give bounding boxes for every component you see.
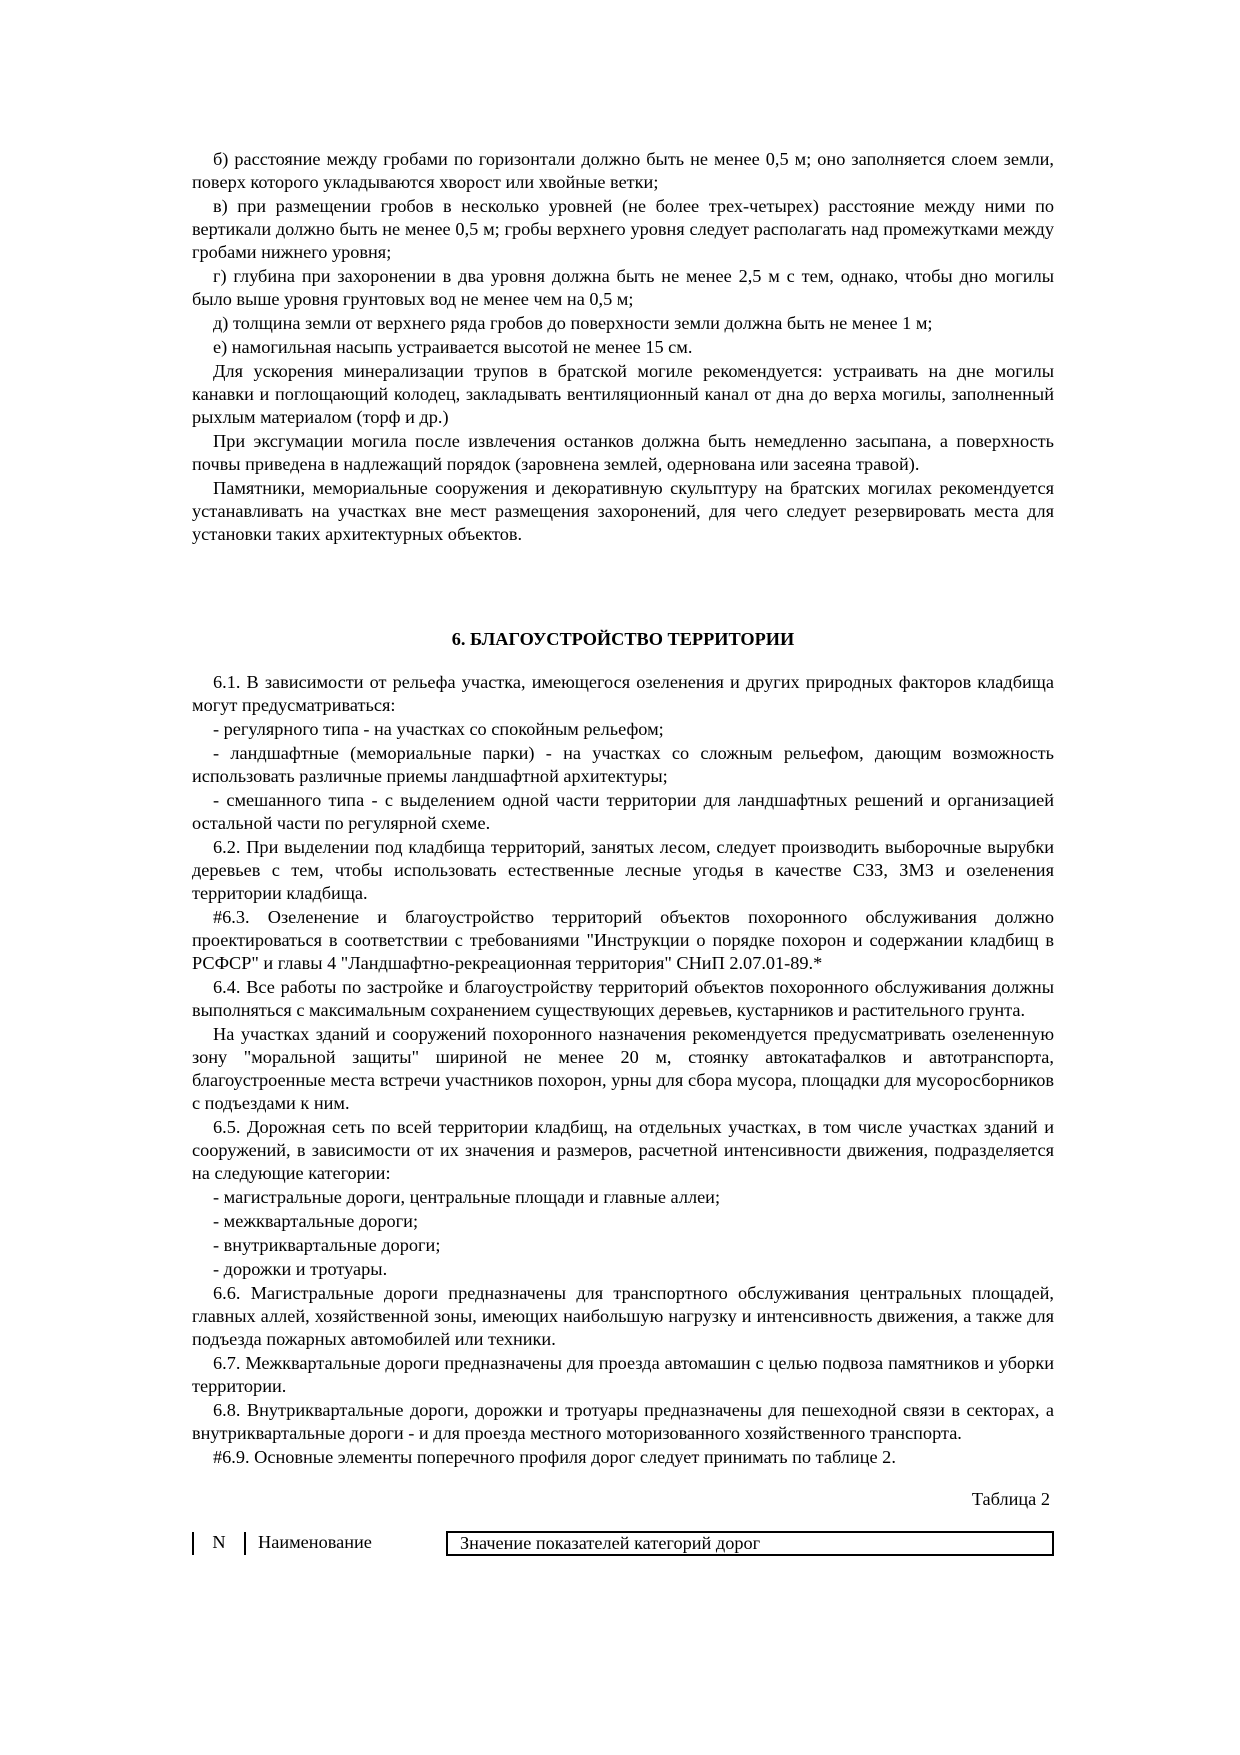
paragraph: 6.2. При выделении под кладбища территорий, занятых лесом, следует производить выборочные вырубки деревьев с тем, чтобы использовать естественные лесные угодья в качестве СЗЗ, ЗМЗ и озеленения территории кладбища. (192, 837, 1054, 903)
paragraph: #6.9. Основные элементы поперечного профиля дорог следует принимать по таблице 2. (213, 1447, 896, 1467)
list-item: - дорожки и тротуары. (213, 1259, 388, 1279)
paragraph: 6.5. Дорожная сеть по всей территории кладбищ, на отдельных участках, в том числе участках зданий и сооружений, в зависимости от их значения и размеров, расчетной интенсивности движения, подразделяется на следующие категории: (192, 1117, 1054, 1183)
paragraph: г) глубина при захоронении в два уровня должна быть не менее 2,5 м с тем, однако, чтобы дно могилы было выше уровня грунтовых вод не менее чем на 0,5 м; (192, 266, 1054, 309)
paragraph: #6.3. Озеленение и благоустройство территорий объектов похоронного обслуживания должно проектироваться в соответствии с требованиями "Инструкции о порядке похорон и содержании кладбищ в РСФСР" и главы 4 "Ландшафтно-рекреационная территория" СНиП 2.07.01-89.* (192, 907, 1054, 973)
road-profile-table (192, 1531, 1054, 1556)
section-title: 6. БЛАГОУСТРОЙСТВО ТЕРРИТОРИИ (451, 629, 795, 649)
paragraph: б) расстояние между гробами по горизонтали должно быть не менее 0,5 м; оно заполняется слоем земли, поверх которого укладываются хворост или хвойные ветки; (192, 149, 1054, 192)
table-header-n: N (193, 1532, 245, 1555)
paragraph: На участках зданий и сооружений похоронного назначения рекомендуется предусматривать озелененную зону "моральной защиты" шириной не менее 20 м, стоянку автокатафалков и автотранспорта, благоустроенные места встречи участников похорон, урны для сбора мусора, площадки для мусоросборников с подъездами к ним. (192, 1024, 1054, 1113)
paragraph: д) толщина земли от верхнего ряда гробов до поверхности земли должна быть не менее 1 м; (213, 313, 933, 333)
list-item: - регулярного типа - на участках со спокойным рельефом; (213, 719, 664, 739)
paragraph: е) намогильная насыпь устраивается высотой не менее 15 см. (213, 337, 693, 357)
paragraph: 6.6. Магистральные дороги предназначены для транспортного обслуживания центральных площадей, главных аллей, хозяйственной зоны, имеющих наибольшую нагрузку и интенсивность движения, а также для подъезда пожарных автомобилей или техники. (192, 1283, 1054, 1349)
table-header-name: Наименование (245, 1532, 447, 1555)
document-page (192, 148, 1054, 1556)
list-item: - смешанного типа - с выделением одной части территории для ландшафтных решений и организацией остальной части по регулярной схеме. (192, 790, 1054, 833)
paragraph: При эксгумации могила после извлечения останков должна быть немедленно засыпана, а поверхность почвы приведена в надлежащий порядок (заровнена землей, одернована или засеяна травой). (192, 431, 1054, 474)
list-item: - ландшафтные (мемориальные парки) - на участках со сложным рельефом, дающим возможность использовать различные приемы ландшафтной архитектуры; (192, 743, 1054, 786)
top-paragraphs (192, 148, 1054, 546)
list-item: - магистральные дороги, центральные площади и главные аллеи; (213, 1187, 721, 1207)
list-item: - межквартальные дороги; (213, 1211, 419, 1231)
paragraph: Для ускорения минерализации трупов в братской могиле рекомендуется: устраивать на дне могилы канавки и поглощающий колодец, закладывать вентиляционный канал от дна до верха могилы, заполненный рыхлым материалом (торф и др.) (192, 361, 1054, 427)
table-header-value: Значение показателей категорий дорог (447, 1532, 1053, 1555)
table-header-row (193, 1532, 1053, 1555)
paragraph: Памятники, мемориальные сооружения и декоративную скульптуру на братских могилах рекомендуется устанавливать на участках вне мест размещения захоронений, для чего следует резервировать места для установки таких архитектурных объектов. (192, 478, 1054, 544)
section-paragraphs (192, 671, 1054, 1469)
table-caption: Таблица 2 (971, 1489, 1050, 1509)
paragraph: 6.1. В зависимости от рельефа участка, имеющегося озеленения и других природных факторов кладбища могут предусматриваться: (192, 672, 1054, 715)
paragraph: 6.4. Все работы по застройке и благоустройству территорий объектов похоронного обслуживания должны выполняться с максимальным сохранением существующих деревьев, кустарников и растительного грунта. (192, 977, 1054, 1020)
paragraph: 6.8. Внутриквартальные дороги, дорожки и тротуары предназначены для пешеходной связи в секторах, а внутриквартальные дороги - и для проезда местного моторизованного хозяйственного транспорта. (192, 1400, 1054, 1443)
list-item: - внутриквартальные дороги; (213, 1235, 441, 1255)
paragraph: 6.7. Межквартальные дороги предназначены для проезда автомашин с целью подвоза памятников и уборки территории. (192, 1353, 1054, 1396)
paragraph: в) при размещении гробов в несколько уровней (не более трех-четырех) расстояние между ними по вертикали должно быть не менее 0,5 м; гробы верхнего уровня следует располагать над промежутками между гробами нижнего уровня; (192, 196, 1054, 262)
